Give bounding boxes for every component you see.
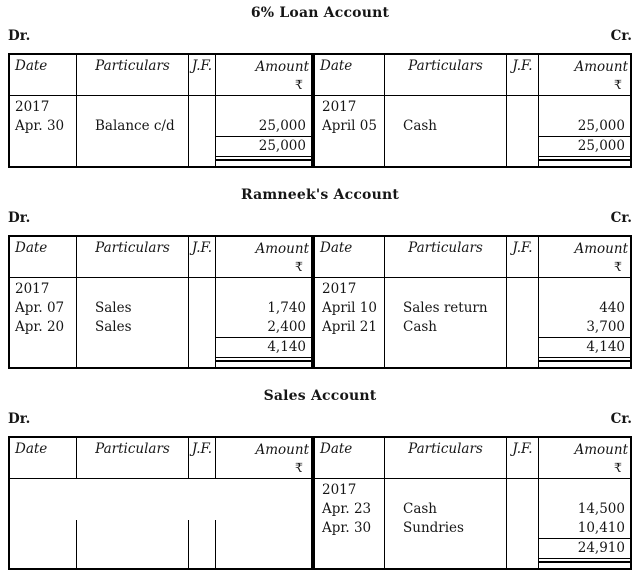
particulars-text: Sales xyxy=(95,319,132,335)
body-cell-jf xyxy=(189,96,216,166)
drcr-row xyxy=(8,27,632,45)
amount-value: 1,740 xyxy=(267,300,306,316)
header-cell-date: Date xyxy=(315,237,385,278)
body-cell-jf xyxy=(507,479,539,568)
header-cell-jf: J.F. xyxy=(189,55,216,96)
header-cell-jf: J.F. xyxy=(507,438,539,479)
date-text: April 21 xyxy=(322,319,377,335)
spacer xyxy=(385,481,506,500)
amount-label: Amount xyxy=(574,59,628,75)
spacer xyxy=(539,98,630,117)
account-title: 6% Loan Account xyxy=(250,5,390,21)
amount-label: Amount xyxy=(255,442,309,458)
double-rule xyxy=(216,156,311,161)
body-cell-particulars xyxy=(77,520,189,568)
header-cell-amount xyxy=(539,237,630,278)
total-value: 4,140 xyxy=(539,337,630,356)
body-cell-amount xyxy=(539,479,630,568)
header-cell-amount xyxy=(216,438,311,479)
total-value: 4,140 xyxy=(216,337,311,356)
body-cell-particulars xyxy=(385,96,507,166)
date-text: Apr. 23 xyxy=(322,501,372,517)
body-cell-amount xyxy=(216,96,311,166)
header-cell-amount xyxy=(539,55,630,96)
header-cell-particulars: Particulars xyxy=(385,438,507,479)
body-cell-date xyxy=(10,96,77,166)
date-text: April 10 xyxy=(322,300,377,316)
particulars-text: Sales return xyxy=(403,300,488,316)
credit-side xyxy=(315,438,630,568)
year-text: 2017 xyxy=(322,482,357,498)
amount-value: 3,700 xyxy=(586,319,625,335)
double-rule xyxy=(539,156,630,161)
drcr-row xyxy=(8,209,632,227)
amount-value: 2,400 xyxy=(267,319,306,335)
ledger-table xyxy=(8,436,632,570)
year-text: 2017 xyxy=(322,99,357,115)
spacer xyxy=(216,98,311,117)
body-cell-jf xyxy=(189,278,216,367)
date-text: Apr. 30 xyxy=(15,118,65,134)
particulars-text: Cash xyxy=(403,319,438,335)
body-cell-date xyxy=(315,278,385,367)
header-cell-jf: J.F. xyxy=(507,237,539,278)
particulars-text: Sales xyxy=(95,300,132,316)
particulars-text: Sundries xyxy=(403,520,464,536)
header-cell-particulars: Particulars xyxy=(77,237,189,278)
rupee-symbol: ₹ xyxy=(614,77,622,92)
total-value: 25,000 xyxy=(216,136,311,155)
year-text: 2017 xyxy=(15,99,50,115)
cr-label: Cr. xyxy=(610,411,632,427)
amount-label: Amount xyxy=(574,442,628,458)
dr-label: Dr. xyxy=(8,210,31,226)
amount-value: 14,500 xyxy=(577,501,625,517)
ramneek-account-section xyxy=(8,186,632,369)
total-value: 25,000 xyxy=(539,136,630,155)
amount-value: 10,410 xyxy=(577,520,625,536)
total-value: 24,910 xyxy=(539,538,630,557)
particulars-text: Cash xyxy=(403,118,438,134)
rupee-symbol: ₹ xyxy=(295,460,303,475)
body-cell-particulars xyxy=(385,278,507,367)
date-text: Apr. 30 xyxy=(322,520,372,536)
spacer xyxy=(77,98,188,117)
header-cell-amount xyxy=(539,438,630,479)
particulars-text: Balance c/d xyxy=(95,118,175,134)
header-cell-date: Date xyxy=(10,438,77,479)
loan-account-section xyxy=(8,4,632,168)
drcr-row xyxy=(8,410,632,428)
body-cell-amount xyxy=(216,520,311,568)
debit-side xyxy=(10,55,315,166)
header-cell-particulars: Particulars xyxy=(385,55,507,96)
account-title: Ramneek's Account xyxy=(240,187,400,203)
spacer xyxy=(539,280,630,299)
account-title: Sales Account xyxy=(263,388,377,404)
dr-label: Dr. xyxy=(8,411,31,427)
body-cell-date xyxy=(315,479,385,568)
date-text: Apr. 07 xyxy=(15,300,65,316)
rupee-symbol: ₹ xyxy=(614,259,622,274)
double-rule xyxy=(539,558,630,563)
header-cell-jf: J.F. xyxy=(507,55,539,96)
header-cell-particulars: Particulars xyxy=(77,438,189,479)
amount-label: Amount xyxy=(574,241,628,257)
header-cell-jf: J.F. xyxy=(189,438,216,479)
body-cell-jf xyxy=(189,520,216,568)
amount-label: Amount xyxy=(255,241,309,257)
body-cell-date xyxy=(10,520,77,568)
body-cell-amount xyxy=(216,278,311,367)
body-cell-particulars xyxy=(77,96,189,166)
header-cell-date: Date xyxy=(315,55,385,96)
header-cell-date: Date xyxy=(10,237,77,278)
spacer xyxy=(385,280,506,299)
double-rule xyxy=(216,357,311,362)
debit-side xyxy=(10,237,315,367)
sales-account-section xyxy=(8,387,632,570)
body-cell-particulars xyxy=(77,278,189,367)
spacer xyxy=(385,98,506,117)
date-text: Apr. 20 xyxy=(15,319,65,335)
credit-side xyxy=(315,55,630,166)
amount-value: 25,000 xyxy=(577,118,625,134)
header-cell-date: Date xyxy=(10,55,77,96)
rupee-symbol: ₹ xyxy=(295,259,303,274)
header-cell-date: Date xyxy=(315,438,385,479)
header-cell-particulars: Particulars xyxy=(77,55,189,96)
rupee-symbol: ₹ xyxy=(295,77,303,92)
year-text: 2017 xyxy=(322,281,357,297)
credit-side xyxy=(315,237,630,367)
spacer xyxy=(539,481,630,500)
ledger-table xyxy=(8,53,632,168)
body-cell-amount xyxy=(539,96,630,166)
ledger-table xyxy=(8,235,632,369)
cr-label: Cr. xyxy=(610,210,632,226)
header-cell-particulars: Particulars xyxy=(385,237,507,278)
spacer xyxy=(216,280,311,299)
year-text: 2017 xyxy=(15,281,50,297)
header-cell-jf: J.F. xyxy=(189,237,216,278)
particulars-text: Cash xyxy=(403,501,438,517)
rupee-symbol: ₹ xyxy=(614,460,622,475)
header-cell-amount xyxy=(216,55,311,96)
body-cell-jf xyxy=(507,96,539,166)
body-cell-amount xyxy=(539,278,630,367)
debit-side xyxy=(10,438,315,568)
body-cell-jf xyxy=(507,278,539,367)
amount-value: 440 xyxy=(599,300,625,316)
body-cell-particulars xyxy=(385,479,507,568)
cr-label: Cr. xyxy=(610,28,632,44)
date-text: April 05 xyxy=(322,118,377,134)
spacer xyxy=(77,280,188,299)
amount-value: 25,000 xyxy=(258,118,306,134)
body-cell-date xyxy=(10,278,77,367)
dr-label: Dr. xyxy=(8,28,31,44)
amount-label: Amount xyxy=(255,59,309,75)
double-rule xyxy=(539,357,630,362)
header-cell-amount xyxy=(216,237,311,278)
body-cell-date xyxy=(315,96,385,166)
